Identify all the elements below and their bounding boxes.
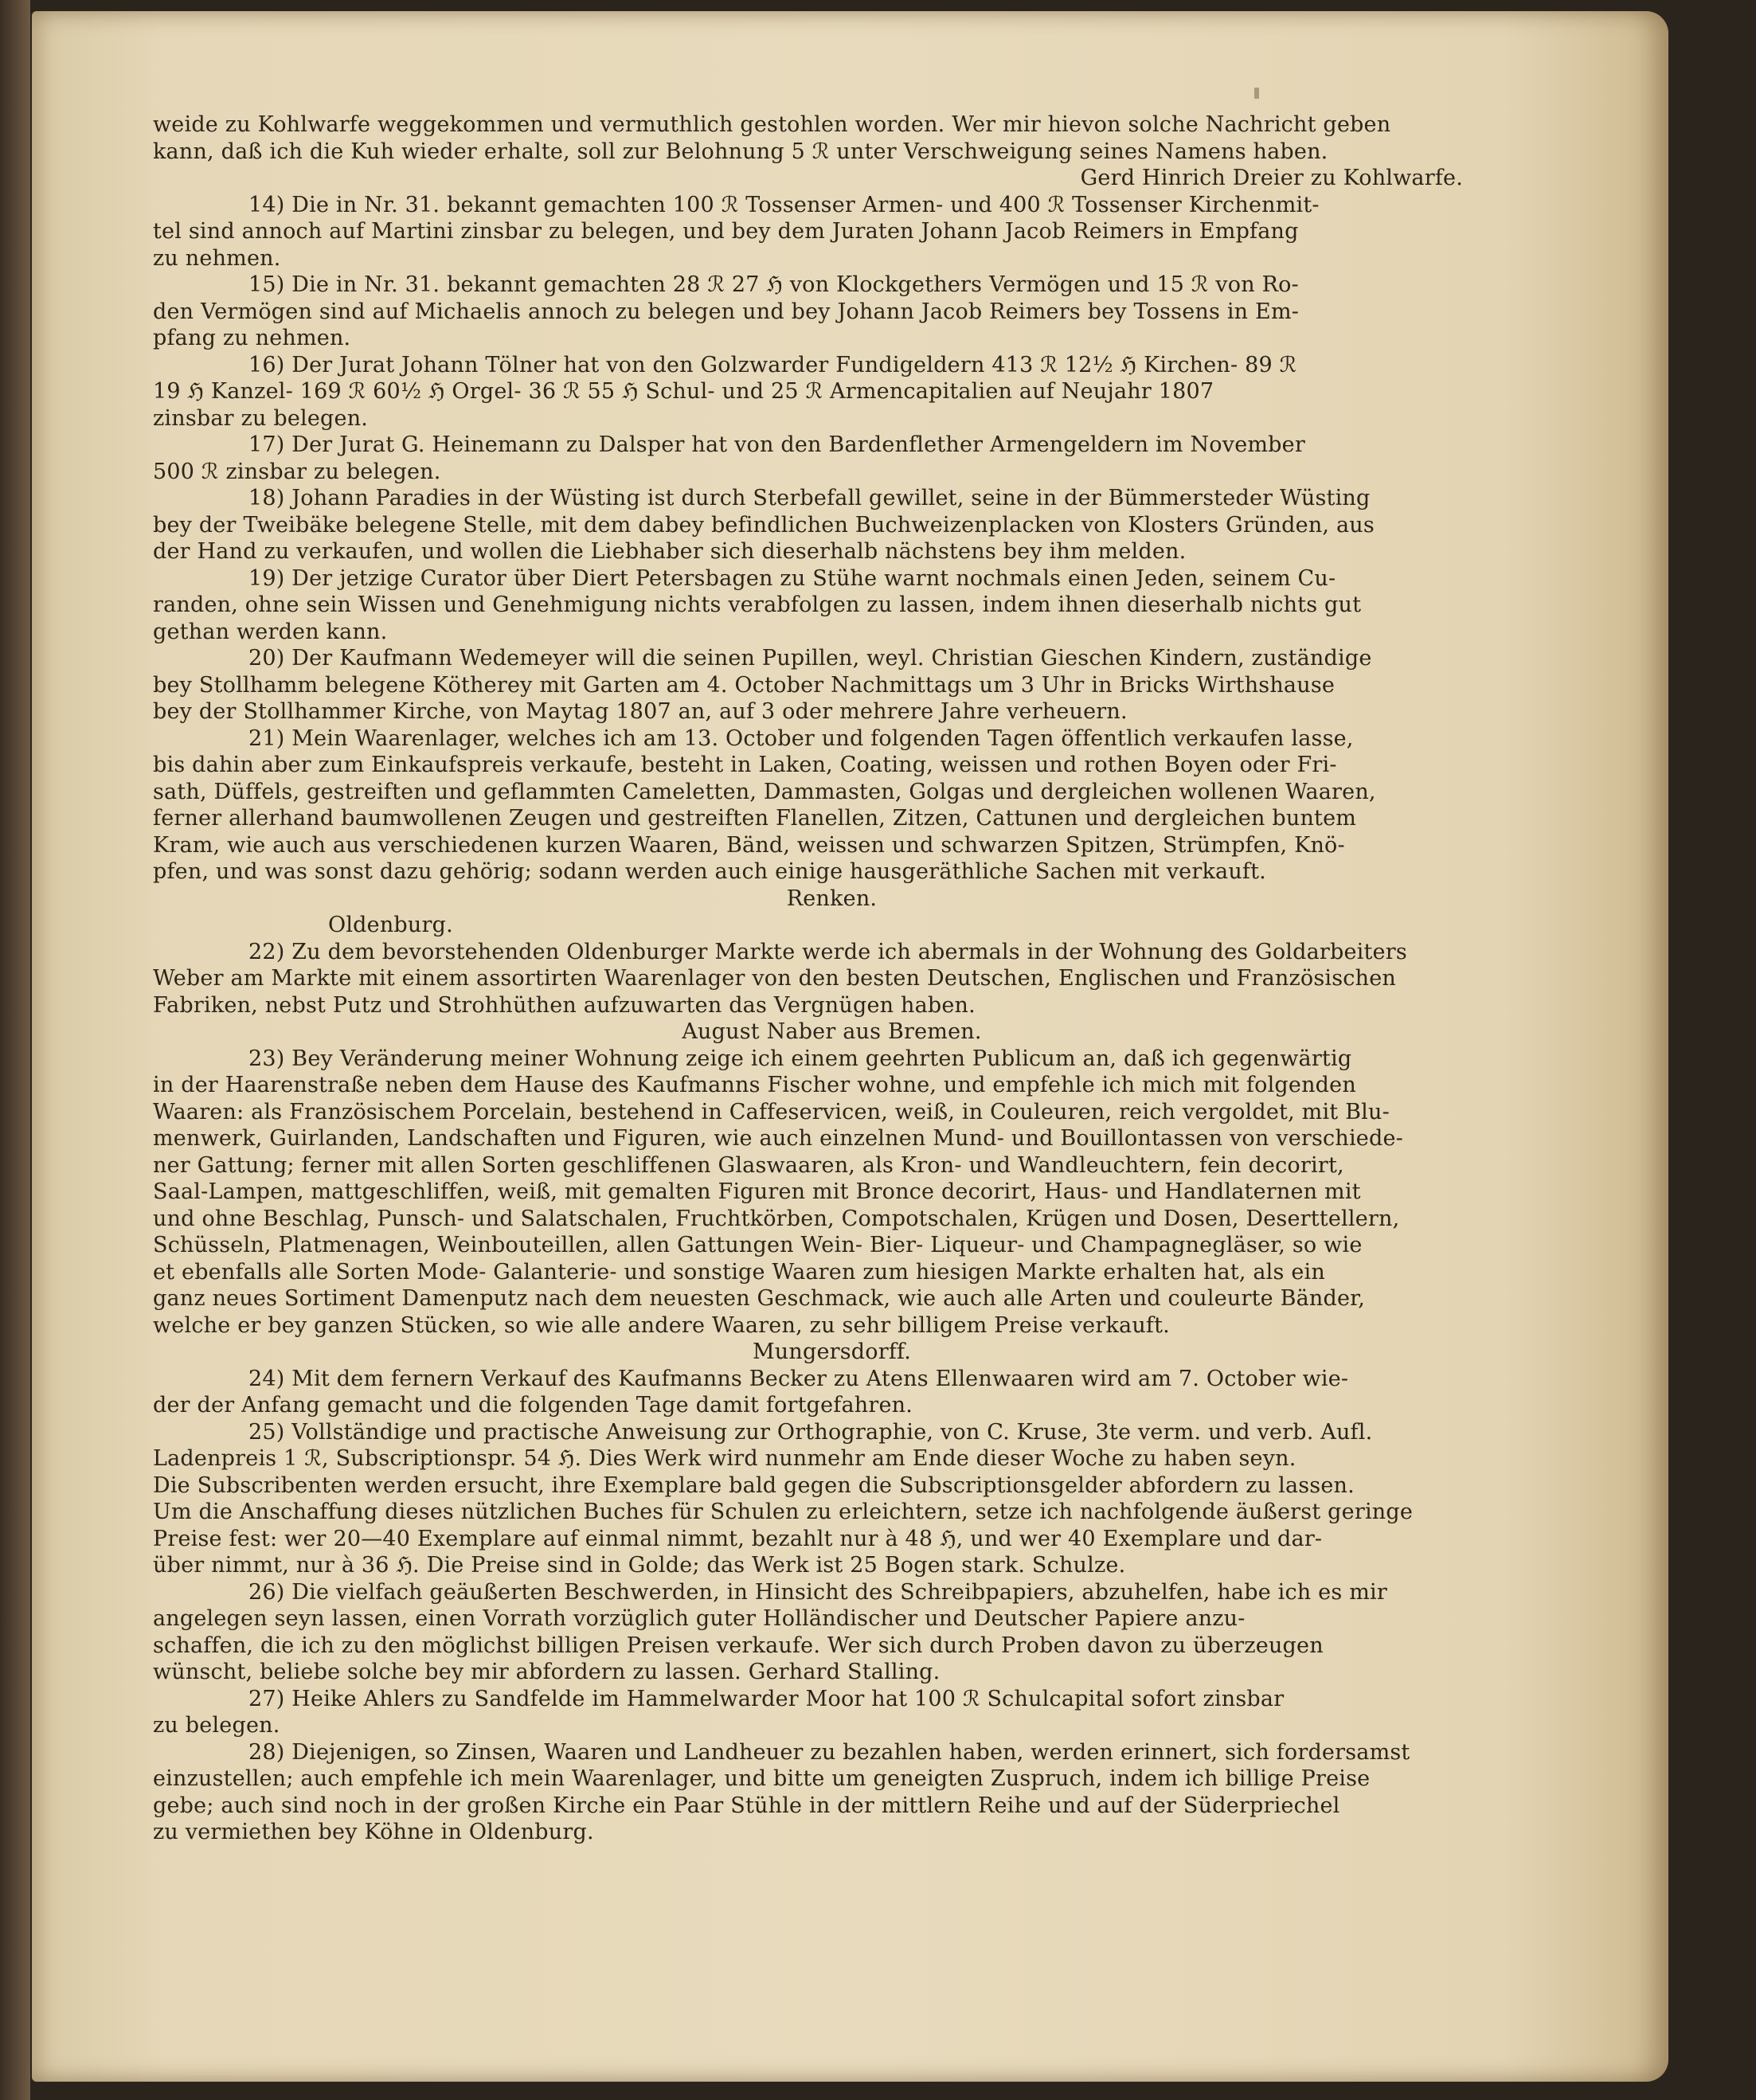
text-line: ner Gattung; ferner mit allen Sorten geschliffenen Glaswaaren, als Kron- und Wandleuchtern, fein decorirt, — [153, 1152, 1344, 1178]
text-line: Ladenpreis 1 ℛ, Subscriptionspr. 54 ℌ. Dies Werk wird nunmehr am Ende dieser Woche zu haben seyn. — [153, 1446, 1296, 1471]
text-line: 24) Mit dem fernern Verkauf des Kaufmanns Becker zu Atens Ellenwaaren wird am 7. October wie- — [248, 1366, 1349, 1391]
signature-line: Renken. — [786, 886, 878, 911]
text-line: zu nehmen. — [153, 245, 281, 271]
text-line: 16) Der Jurat Johann Tölner hat von den Golzwarder Fundigeldern 413 ℛ 12½ ℌ Kirchen- 89 ℛ — [248, 352, 1297, 377]
text-line: Fabriken, nebst Putz und Strohhüthen aufzuwarten das Vergnügen haben. — [153, 992, 976, 1018]
text-line: kann, daß ich die Kuh wieder erhalte, soll zur Belohnung 5 ℛ unter Verschweigung seines Namens haben. — [153, 139, 1328, 164]
signature-line: Gerd Hinrich Dreier zu Kohlwarfe. — [1080, 166, 1463, 190]
text-line: 18) Johann Paradies in der Wüsting ist durch Sterbefall gewillet, seine in der Bümmersteder Wüsting — [248, 486, 1371, 510]
text-line: gebe; auch sind noch in der großen Kirche ein Paar Stühle in der mittlern Reihe und auf der Süderpriechel — [153, 1793, 1340, 1818]
text-line: 14) Die in Nr. 31. bekannt gemachten 100 ℛ Tossenser Armen- und 400 ℛ Tossenser Kirchenmit- — [248, 192, 1320, 217]
text-line: einzustellen; auch empfehle ich mein Waarenlager, und bitte um geneigten Zuspruch, indem ich billige Preise — [153, 1766, 1371, 1791]
text-line: pfen, und was sonst dazu gehörig; sodann werden auch einige hausgeräthliche Sachen mit verkauft. — [153, 859, 1266, 884]
text-line: zu belegen. — [153, 1713, 280, 1738]
text-line: bey der Stollhammer Kirche, von Maytag 1807 an, auf 3 oder mehrere Jahre verheuern. — [153, 699, 1128, 724]
text-line: 22) Zu dem bevorstehenden Oldenburger Markte werde ich abermals in der Wohnung des Goldarbeiters — [248, 939, 1407, 964]
text-line: bis dahin aber zum Einkaufspreis verkaufe, besteht in Laken, Coating, weissen und rothen Boyen oder Fri- — [153, 753, 1337, 777]
book-gutter — [0, 0, 30, 2100]
text-line: 20) Der Kaufmann Wedemeyer will die seinen Pupillen, weyl. Christian Gieschen Kindern, zuständige — [248, 646, 1372, 671]
signature-line: Mungersdorff. — [752, 1339, 912, 1364]
text-line: menwerk, Guirlanden, Landschaften und Figuren, wie auch einzelnen Mund- und Bouillontassen von verschiede- — [153, 1126, 1403, 1151]
text-line: Kram, wie auch aus verschiedenen kurzen Waaren, Bänd, weissen und schwarzen Spitzen, Strümpfen, Knö- — [153, 832, 1345, 858]
text-line: 26) Die vielfach geäußerten Beschwerden, in Hinsicht des Schreibpapiers, abzuhelfen, habe ich es mir — [248, 1579, 1387, 1605]
text-line: in der Haarenstraße neben dem Hause des Kaufmanns Fischer wohne, und empfehle ich mich mit folgenden — [153, 1073, 1356, 1097]
text-line: 15) Die in Nr. 31. bekannt gemachten 28 ℛ 27 ℌ von Klockgethers Vermögen und 15 ℛ von Ro- — [248, 272, 1299, 297]
text-line: et ebenfalls alle Sorten Mode- Galanterie- und sonstige Waaren zum hiesigen Markte erhalten hat, als ein — [153, 1259, 1325, 1285]
text-line: 19 ℌ Kanzel- 169 ℛ 60½ ℌ Orgel- 36 ℛ 55 ℌ Schul- und 25 ℛ Armencapitalien auf Neujahr 1807 — [153, 379, 1214, 404]
place-line: Oldenburg. — [328, 913, 453, 937]
text-line: ganz neues Sortiment Damenputz nach dem neuesten Geschmack, wie auch alle Arten und couleurte Bänder, — [153, 1286, 1366, 1311]
document-text — [153, 111, 1511, 1846]
text-line: und ohne Beschlag, Punsch- und Salatschalen, Fruchtkörben, Compotschalen, Krügen und Dosen, Deserttellern, — [153, 1206, 1400, 1231]
text-line: pfang zu nehmen. — [153, 326, 351, 350]
signature-line: August Naber aus Bremen. — [682, 1019, 982, 1044]
text-line: zinsbar zu belegen. — [153, 405, 369, 431]
text-line: Die Subscribenten werden ersucht, ihre Exemplare bald gegen die Subscriptionsgelder abfordern zu lassen. — [153, 1472, 1355, 1498]
text-line: 17) Der Jurat G. Heinemann zu Dalsper hat von den Bardenflether Armengeldern im November — [248, 432, 1305, 457]
text-line: welche er bey ganzen Stücken, so wie alle andere Waaren, zu sehr billigem Preise verkauft. — [153, 1312, 1170, 1338]
text-line: Preise fest: wer 20—40 Exemplare auf einmal nimmt, bezahlt nur à 48 ℌ, und wer 40 Exemplare und dar- — [153, 1526, 1323, 1551]
text-line: angelegen seyn lassen, einen Vorrath vorzüglich guter Holländischer und Deutscher Papiere anzu- — [153, 1606, 1246, 1631]
text-line: 23) Bey Veränderung meiner Wohnung zeige ich einem geehrten Publicum an, daß ich gegenwärtig — [248, 1046, 1352, 1071]
text-line: weide zu Kohlwarfe weggekommen und vermuthlich gestohlen worden. Wer mir hievon solche Nachricht geben — [153, 112, 1391, 137]
text-line: tel sind annoch auf Martini zinsbar zu belegen, und bey dem Juraten Johann Jacob Reimers in Empfang — [153, 219, 1299, 244]
text-line: 25) Vollständige und practische Anweisung zur Orthographie, von C. Kruse, 3te verm. und verb. Aufl. — [248, 1419, 1373, 1445]
text-line: der der Anfang gemacht und die folgenden Tage damit fortgefahren. — [153, 1393, 913, 1418]
text-line: Um die Anschaffung dieses nützlichen Buches für Schulen zu erleichtern, setze ich nachfolgende äußerst geringe — [153, 1500, 1414, 1524]
text-line: Waaren: als Französischem Porcelain, bestehend in Caffeservicen, weiß, in Couleuren, reich vergoldet, mit Blu- — [153, 1099, 1390, 1124]
text-line: über nimmt, nur à 36 ℌ. Die Preise sind in Golde; das Werk ist 25 Bogen stark. Schulze. — [153, 1553, 1126, 1578]
ink-mark — [1254, 88, 1259, 99]
text-line: 21) Mein Waarenlager, welches ich am 13. October und folgenden Tagen öffentlich verkaufen lasse, — [248, 725, 1354, 751]
text-line: den Vermögen sind auf Michaelis annoch zu belegen und bey Johann Jacob Reimers bey Tossens in Em- — [153, 299, 1300, 324]
text-line: sath, Düffels, gestreiften und geflammten Cameletten, Dammasten, Golgas und dergleichen wollenen Waaren, — [153, 779, 1376, 804]
text-line: ferner allerhand baumwollenen Zeugen und gestreiften Flanellen, Zitzen, Cattunen und dergleichen buntem — [153, 806, 1357, 831]
text-line: der Hand zu verkaufen, und wollen die Liebhaber sich dieserhalb nächstens bey ihm melden. — [153, 539, 1187, 564]
text-line: Weber am Markte mit einem assortirten Waarenlager von den besten Deutschen, Englischen und Französischen — [153, 966, 1396, 991]
text-line: wünscht, beliebe solche bey mir abfordern zu lassen. Gerhard Stalling. — [153, 1660, 941, 1684]
text-line: schaffen, die ich zu den möglichst billigen Preisen verkaufe. Wer sich durch Proben davon zu überzeugen — [153, 1633, 1324, 1658]
text-line: zu vermiethen bey Köhne in Oldenburg. — [153, 1820, 594, 1844]
text-line: Saal-Lampen, mattgeschliffen, weiß, mit gemalten Figuren mit Bronce decorirt, Haus- und Handlaternen mit — [153, 1179, 1361, 1204]
text-line: 27) Heike Ahlers zu Sandfelde im Hammelwarder Moor hat 100 ℛ Schulcapital sofort zinsbar — [248, 1686, 1285, 1711]
text-line: 500 ℛ zinsbar zu belegen. — [153, 459, 441, 484]
text-line: bey der Tweibäke belegene Stelle, mit dem dabey befindlichen Buchweizenplacken von Klosters Gründen, aus — [153, 512, 1375, 538]
text-line: Schüsseln, Platmenagen, Weinbouteillen, allen Gattungen Wein- Bier- Liqueur- und Champagnegläser, so wie — [153, 1233, 1363, 1257]
text-line: gethan werden kann. — [153, 619, 388, 644]
text-line: bey Stollhamm belegene Kötherey mit Garten am 4. October Nachmittags um 3 Uhr in Bricks Wirthshause — [153, 672, 1336, 698]
text-line: 19) Der jetzige Curator über Diert Petersbagen zu Stühe warnt nochmals einen Jeden, seinem Cu- — [248, 565, 1336, 591]
text-line: 28) Diejenigen, so Zinsen, Waaren und Landheuer zu bezahlen haben, werden erinnert, sich fordersamst — [248, 1739, 1410, 1765]
text-line: randen, ohne sein Wissen und Genehmigung nichts verabfolgen zu lassen, indem ihnen dieserhalb nichts gut — [153, 592, 1362, 617]
